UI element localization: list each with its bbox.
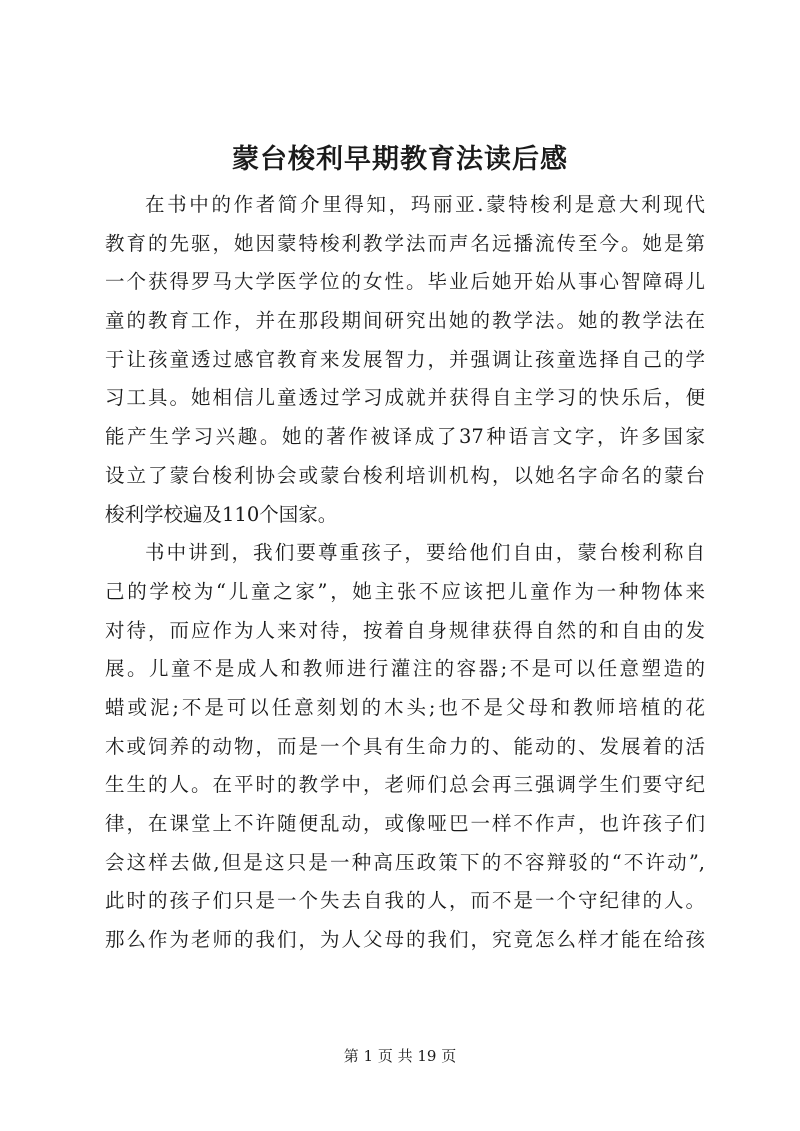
paragraph-line: 生生的人。在平时的教学中，老师们总会再三强调学生们要守纪 (105, 773, 705, 797)
paragraph-line: 展。儿童不是成人和教师进行灌注的容器;不是可以任意塑造的 (105, 657, 705, 681)
paragraph-line: 童的教育工作，并在那段期间研究出她的教学法。她的教学法在 (105, 309, 705, 333)
paragraph-line: 会这样去做,但是这只是一种高压政策下的不容辩驳的“不许动”, (105, 850, 705, 874)
paragraph-line: 习工具。她相信儿童透过学习成就并获得自主学习的快乐后，便 (105, 386, 705, 410)
document-title: 蒙台梭利早期教育法读后感 (232, 144, 568, 175)
paragraph-line: 此时的孩子们只是一个失去自我的人，而不是一个守纪律的人。 (105, 889, 705, 913)
paragraph-line: 己的学校为“儿童之家”，她主张不应该把儿童作为一种物体来 (105, 579, 705, 603)
paragraph-line: 设立了蒙台梭利协会或蒙台梭利培训机构，以她名字命名的蒙台 (105, 463, 705, 487)
paragraph-line: 蜡或泥;不是可以任意刻划的木头;也不是父母和教师培植的花 (105, 695, 705, 719)
paragraph-line: 书中讲到，我们要尊重孩子，要给他们自由，蒙台梭利称自 (145, 541, 705, 565)
paragraph-line: 木或饲养的动物，而是一个具有生命力的、能动的、发展着的活 (105, 734, 705, 758)
page-number-footer: 第 1 页 共 19 页 (343, 1047, 457, 1065)
paragraph-line: 在书中的作者简介里得知，玛丽亚.蒙特梭利是意大利现代 (145, 193, 705, 216)
paragraph-line: 律，在课堂上不许随便乱动，或像哑巴一样不作声，也许孩子们 (105, 812, 705, 835)
paragraph-line: 教育的先驱，她因蒙特梭利教学法而声名远播流传至今。她是第 (105, 231, 705, 255)
paragraph-line: 于让孩童透过感官教育来发展智力，并强调让孩童选择自己的学 (105, 347, 705, 371)
paragraph-line: 一个获得罗马大学医学位的女性。毕业后她开始从事心智障碍儿 (105, 270, 705, 294)
paragraph-line: 能产生学习兴趣。她的著作被译成了37种语言文字，许多国家 (105, 425, 705, 449)
paragraph-line: 梭利学校遍及110个国家。 (105, 502, 338, 526)
document-body (105, 186, 705, 960)
paragraph-line: 那么作为老师的我们，为人父母的我们，究竟怎么样才能在给孩 (105, 928, 705, 952)
paragraph-line: 对待，而应作为人来对待，按着自身规律获得自然的和自由的发 (105, 618, 705, 642)
